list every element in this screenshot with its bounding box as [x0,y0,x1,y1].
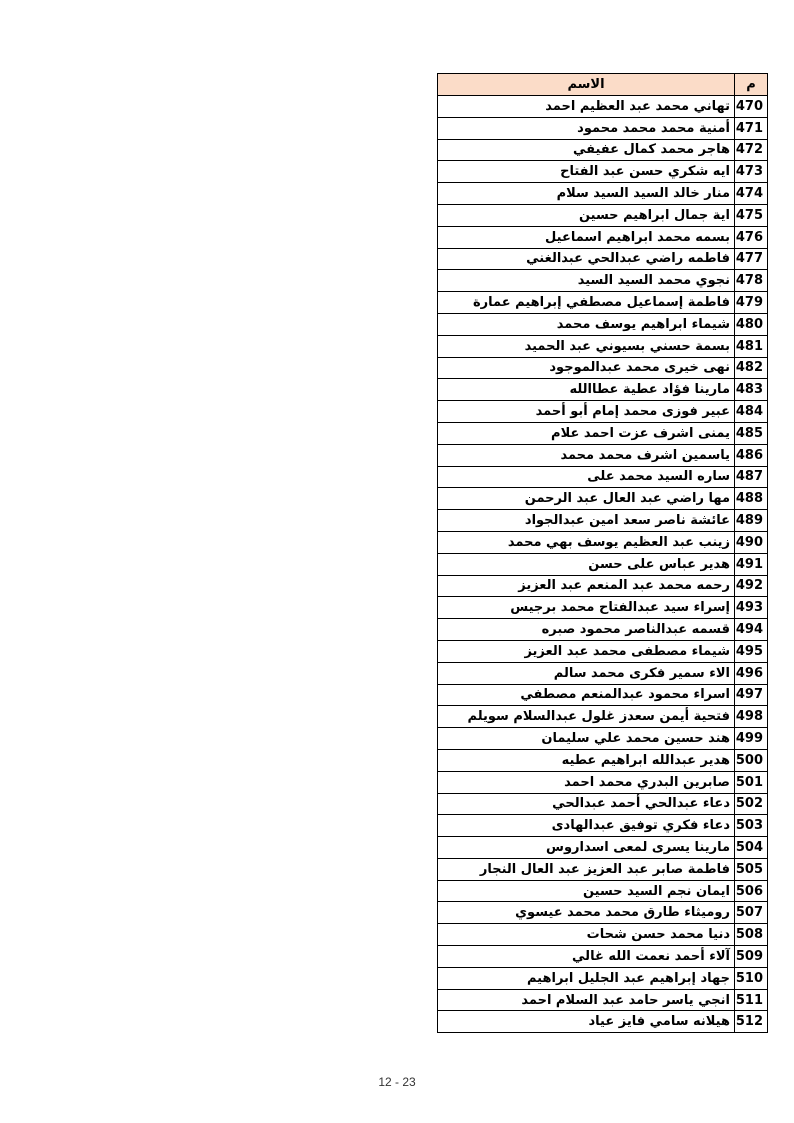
roster-body [438,96,768,1033]
table-row [438,902,768,924]
table-row [438,706,768,728]
row-name: مها راضي عبد العال عبد الرحمن [438,488,735,510]
header-name: الاسم [438,74,735,96]
table-row [438,335,768,357]
row-name: نجوي محمد السيد السيد [438,270,735,292]
row-number: 496 [735,662,768,684]
row-name: أمنية محمد محمد محمود [438,117,735,139]
row-name: مارينا يسرى لمعى اسداروس [438,837,735,859]
row-name: نهى خيرى محمد عبدالموجود [438,357,735,379]
table-row [438,619,768,641]
table-row [438,204,768,226]
row-number: 480 [735,313,768,335]
row-number: 478 [735,270,768,292]
row-name: صابرين البدري محمد احمد [438,771,735,793]
row-name: آلاء أحمد نعمت الله غالي [438,946,735,968]
row-number: 495 [735,640,768,662]
table-row [438,749,768,771]
table-row [438,270,768,292]
table-row [438,1011,768,1033]
row-name: دنيا محمد حسن شحات [438,924,735,946]
header-num: م [735,74,768,96]
row-number: 498 [735,706,768,728]
row-name: تهاني محمد عبد العظيم احمد [438,96,735,118]
row-name: عائشة ناصر سعد امين عبدالجواد [438,510,735,532]
table-row [438,837,768,859]
table-row [438,248,768,270]
row-name: هيلانه سامي فايز عياد [438,1011,735,1033]
row-name: مارينا فؤاد عطية عطاالله [438,379,735,401]
row-name: فاطمة صابر عبد العزيز عبد العال النجار [438,858,735,880]
row-number: 500 [735,749,768,771]
row-number: 475 [735,204,768,226]
table-row [438,161,768,183]
row-name: منار خالد السيد السيد سلام [438,183,735,205]
row-number: 482 [735,357,768,379]
table-row [438,401,768,423]
table-row [438,597,768,619]
row-name: فاطمة إسماعيل مصطفي إبراهيم عمارة [438,292,735,314]
row-name: دعاء فكري توفيق عبدالهادى [438,815,735,837]
row-name: ساره السيد محمد على [438,466,735,488]
table-row [438,313,768,335]
row-number: 493 [735,597,768,619]
row-name: جهاد إبراهيم عبد الجليل ابراهيم [438,967,735,989]
table-row [438,466,768,488]
row-name: شيماء مصطفى محمد عبد العزيز [438,640,735,662]
row-name: اية جمال ابراهيم حسين [438,204,735,226]
row-name: ايمان نجم السيد حسين [438,880,735,902]
row-name: إسراء سيد عبدالفتاح محمد برجيس [438,597,735,619]
row-number: 503 [735,815,768,837]
row-name: اسراء محمود عبدالمنعم مصطفي [438,684,735,706]
roster-table [437,73,768,1033]
table-header-row [438,74,768,96]
table-row [438,531,768,553]
row-number: 510 [735,967,768,989]
row-number: 488 [735,488,768,510]
row-name: قسمه عبدالناصر محمود صبره [438,619,735,641]
row-name: هدير عبدالله ابراهيم عطيه [438,749,735,771]
table-row [438,510,768,532]
row-number: 502 [735,793,768,815]
table-row [438,139,768,161]
table-row [438,488,768,510]
row-number: 506 [735,880,768,902]
row-number: 505 [735,858,768,880]
row-name: روميثاء طارق محمد محمد عيسوي [438,902,735,924]
row-name: ياسمين اشرف محمد محمد [438,444,735,466]
row-number: 491 [735,553,768,575]
table-row [438,684,768,706]
table-row [438,793,768,815]
row-number: 486 [735,444,768,466]
row-number: 509 [735,946,768,968]
table-row [438,96,768,118]
table-row [438,946,768,968]
row-number: 489 [735,510,768,532]
row-number: 477 [735,248,768,270]
row-name: هدير عباس على حسن [438,553,735,575]
row-name: انجي ياسر حامد عبد السلام احمد [438,989,735,1011]
row-name: فتحية أيمن سعدز غلول عبدالسلام سويلم [438,706,735,728]
row-number: 484 [735,401,768,423]
row-name: الاء سمير فكرى محمد سالم [438,662,735,684]
table-row [438,292,768,314]
row-number: 481 [735,335,768,357]
table-row [438,183,768,205]
row-name: شيماء ابراهيم يوسف محمد [438,313,735,335]
row-number: 494 [735,619,768,641]
table-row [438,662,768,684]
row-number: 511 [735,989,768,1011]
row-name: بسمه محمد ابراهيم اسماعيل [438,226,735,248]
row-number: 473 [735,161,768,183]
row-name: يمنى اشرف عزت احمد علام [438,422,735,444]
table-row [438,771,768,793]
row-number: 501 [735,771,768,793]
table-row [438,226,768,248]
page-number: 12 - 23 [378,1075,416,1089]
row-name: ايه شكري حسن عبد الفتاح [438,161,735,183]
row-number: 499 [735,728,768,750]
table-row [438,357,768,379]
row-name: فاطمه راضي عبدالحي عبدالغني [438,248,735,270]
row-number: 476 [735,226,768,248]
row-name: عبير فوزى محمد إمام أبو أحمد [438,401,735,423]
row-number: 485 [735,422,768,444]
row-number: 479 [735,292,768,314]
table-row [438,728,768,750]
table-row [438,379,768,401]
row-number: 483 [735,379,768,401]
row-number: 470 [735,96,768,118]
row-number: 490 [735,531,768,553]
row-name: هند حسين محمد علي سليمان [438,728,735,750]
row-number: 487 [735,466,768,488]
row-number: 474 [735,183,768,205]
table-row [438,422,768,444]
row-number: 512 [735,1011,768,1033]
table-row [438,553,768,575]
row-name: هاجر محمد كمال عفيفي [438,139,735,161]
table-row [438,117,768,139]
row-number: 504 [735,837,768,859]
row-number: 492 [735,575,768,597]
row-name: رحمه محمد عبد المنعم عبد العزيز [438,575,735,597]
table-row [438,924,768,946]
table-row [438,880,768,902]
row-number: 472 [735,139,768,161]
table-row [438,444,768,466]
row-number: 508 [735,924,768,946]
table-row [438,815,768,837]
row-number: 507 [735,902,768,924]
table-row [438,858,768,880]
table-row [438,575,768,597]
table-row [438,967,768,989]
row-name: زينب عبد العظيم يوسف بهي محمد [438,531,735,553]
row-name: دعاء عبدالحي أحمد عبدالحي [438,793,735,815]
row-number: 471 [735,117,768,139]
table-row [438,640,768,662]
row-number: 497 [735,684,768,706]
table-row [438,989,768,1011]
row-name: بسمة حسني بسيوني عبد الحميد [438,335,735,357]
